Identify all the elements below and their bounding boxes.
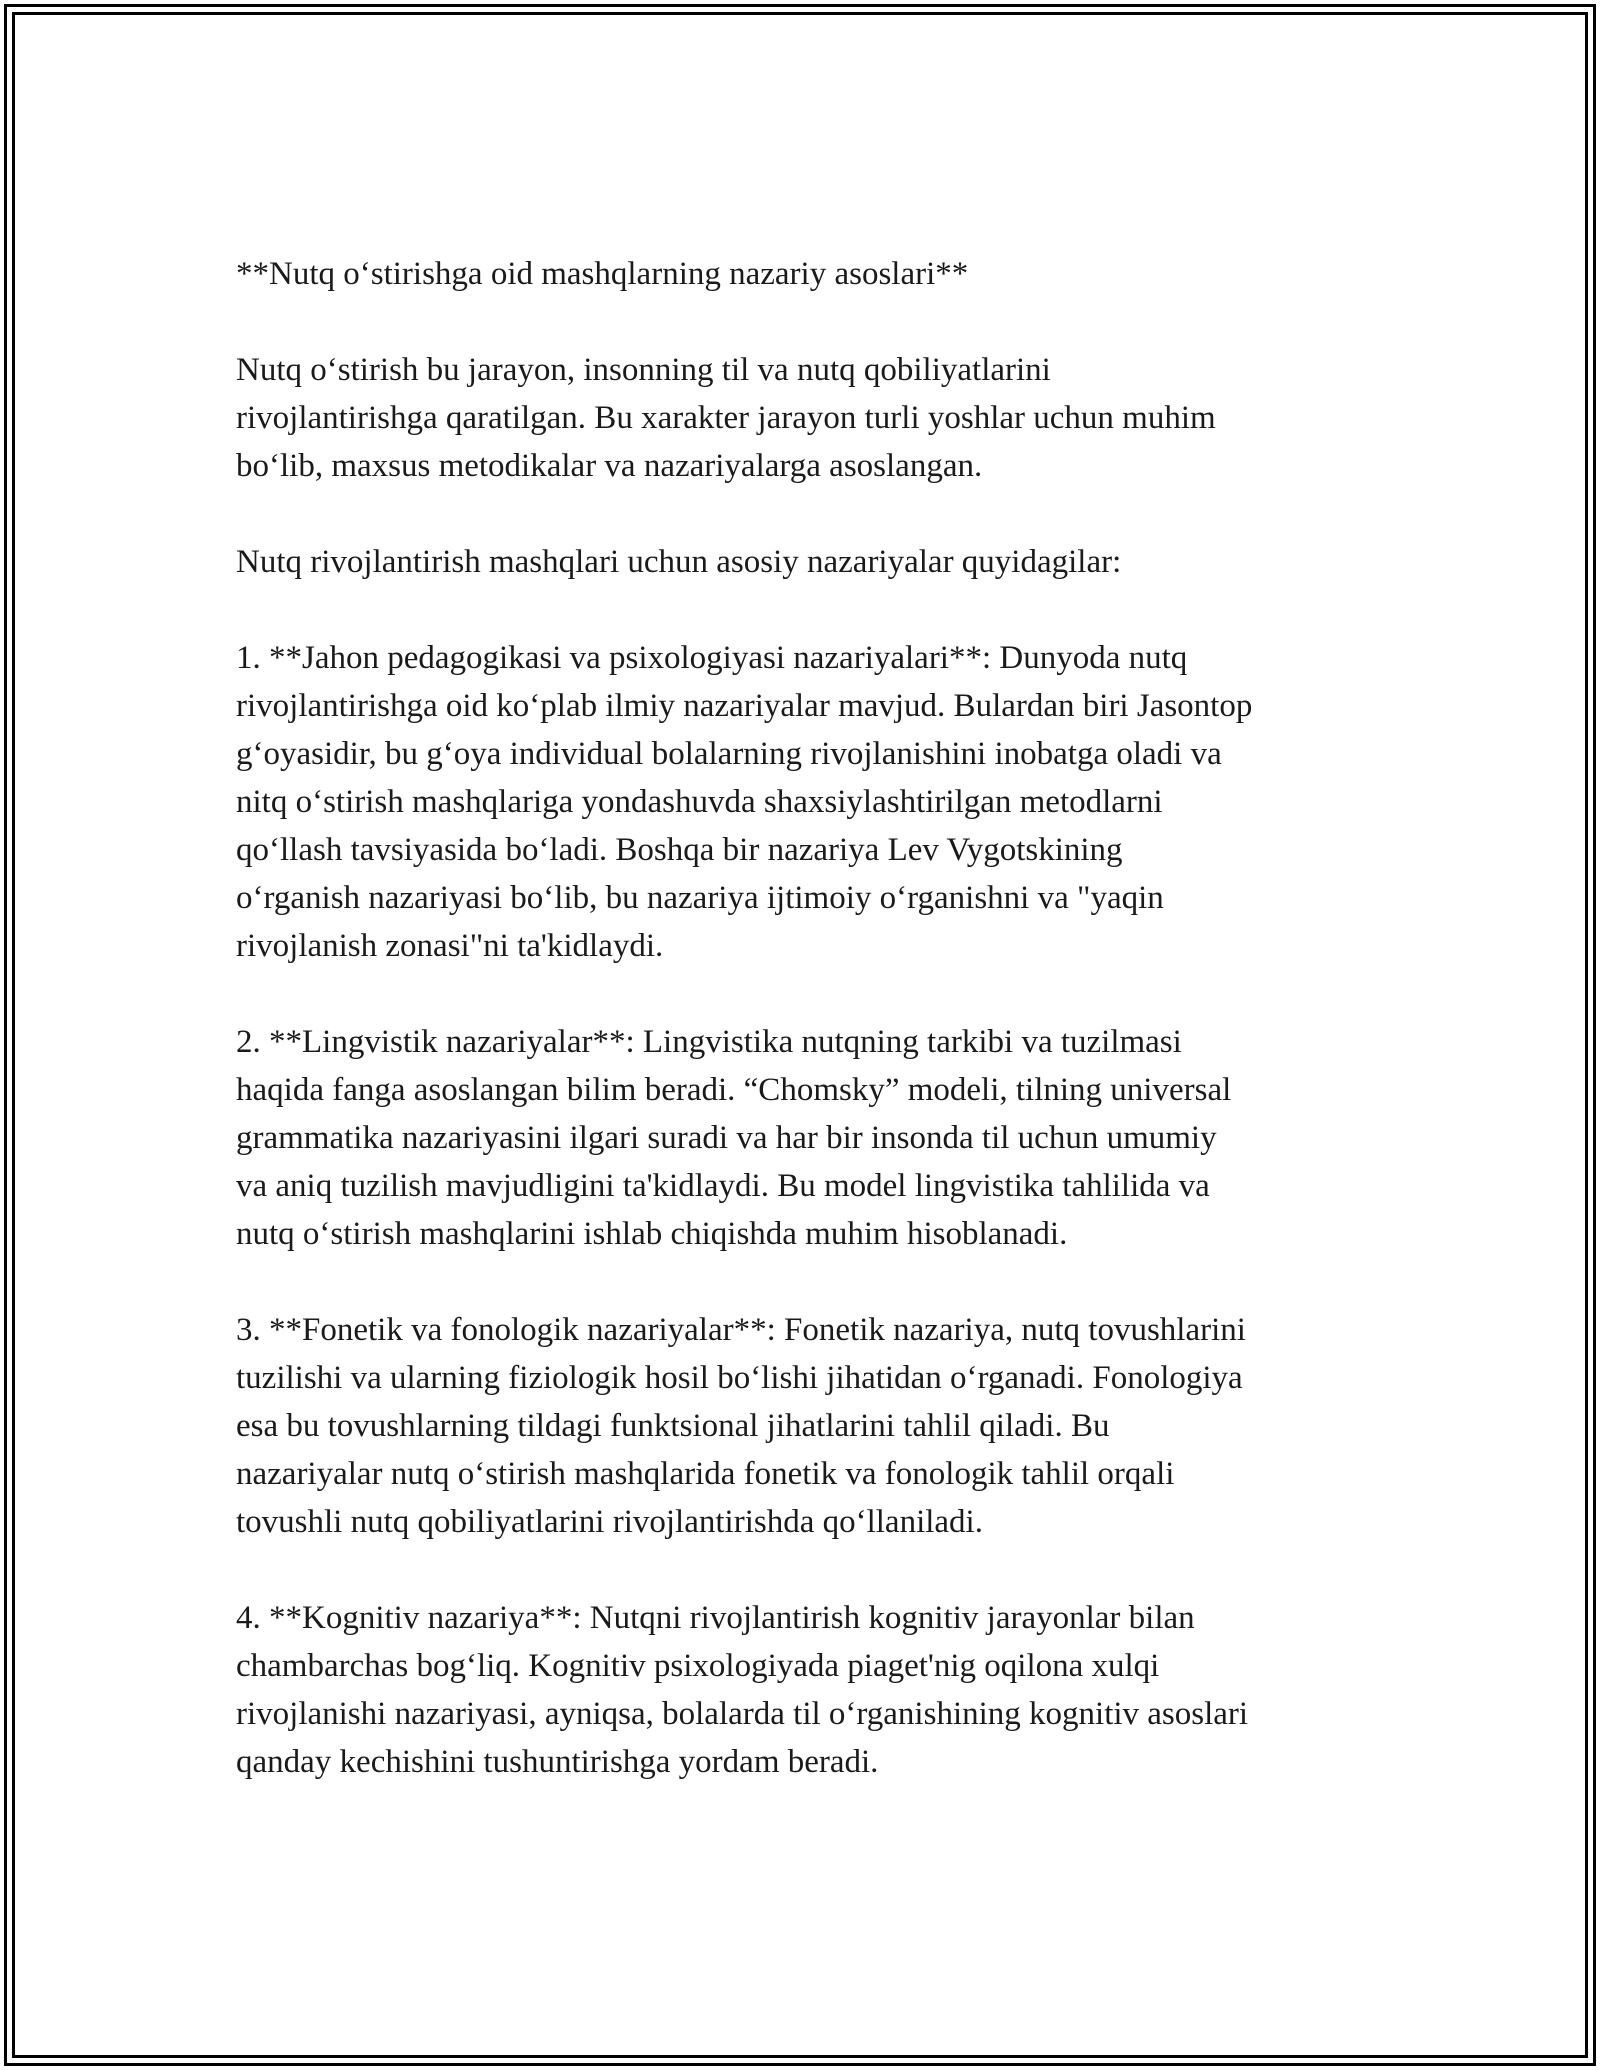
intro-paragraph: Nutq o‘stirish bu jarayon, insonning til va nutq qobiliyatlarini rivojlantirishga qaratilgan. Bu xarakter jarayon turli yoshlar uchun muhim bo‘lib, maxsus metodikalar va nazariyalarga asoslangan. (236, 352, 1216, 484)
theory-item-3: 3. **Fonetik va fonologik nazariyalar**: Fonetik nazariya, nutq tovushlarini tuzilishi va ularning fiziologik hosil bo‘lishi jihatidan o‘rganadi. Fonologiya esa bu tovushlarning tildagi funktsional jihatlarini tahlil qiladi. Bu nazariyalar nutq o‘stirish mashqlarida fonetik va fonologik tahlil orqali tovushli nutq qobiliyatlarini rivojlantirishda qo‘llaniladi. (236, 1312, 1246, 1540)
theory-item-2: 2. **Lingvistik nazariyalar**: Lingvistika nutqning tarkibi va tuzilmasi haqida fanga asoslangan bilim beradi. “Chomsky” modeli, tilning universal grammatika nazariyasini ilgari suradi va har bir insonda til uchun umumiy va aniq tuzilish mavjudligini ta'kidlaydi. Bu model lingvistika tahlilida va nutq o‘stirish mashqlarini ishlab chiqishda muhim hisoblanadi. (236, 1024, 1232, 1252)
theory-item-1: 1. **Jahon pedagogikasi va psixologiyasi nazariyalari**: Dunyoda nutq rivojlantirishga oid ko‘plab ilmiy nazariyalar mavjud. Bulardan biri Jasontop g‘oyasidir, bu g‘oya individual bolalarning rivojlanishini inobatga oladi va nitq o‘stirish mashqlariga yondashuvda shaxsiylashtirilgan metodlarni qo‘llash tavsiyasida bo‘ladi. Boshqa bir nazariya Lev Vygotskining o‘rganish nazariyasi bo‘lib, bu nazariya ijtimoiy o‘rganishni va "yaqin rivojlanish zonasi"ni ta'kidlaydi. (236, 640, 1253, 964)
theories-lead-paragraph: Nutq rivojlantirish mashqlari uchun asosiy nazariyalar quyidagilar: (236, 544, 1122, 580)
theory-item-4: 4. **Kognitiv nazariya**: Nutqni rivojlantirish kognitiv jarayonlar bilan chambarchas bog‘liq. Kognitiv psixologiyada piaget'nig oqilona xulqi rivojlanishi nazariyasi, ayniqsa, bolalarda til o‘rganishining kognitiv asoslari qanday kechishini tushuntirishga yordam beradi. (236, 1600, 1249, 1780)
document-title: **Nutq o‘stirishga oid mashqlarning nazariy asoslari** (236, 256, 969, 292)
document-body (236, 250, 1376, 1834)
